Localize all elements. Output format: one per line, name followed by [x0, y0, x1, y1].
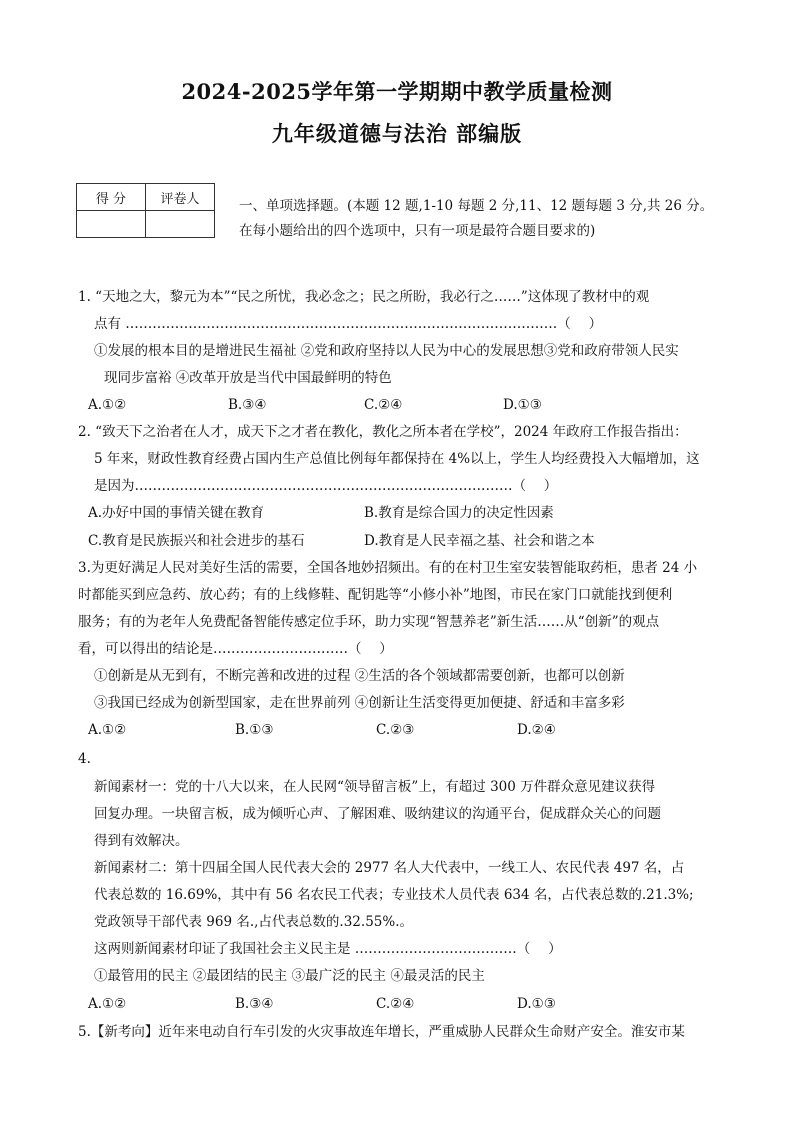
- q1-option-a[interactable]: A.①②: [88, 397, 127, 413]
- q3-option-d[interactable]: D.②④: [517, 722, 556, 738]
- q1-choices-line2: 现同步富裕 ④改革开放是当代中国最鲜明的特色: [104, 370, 392, 386]
- q3-stem-line4: 看，可以得出的结论是…………………………（ ）: [78, 641, 393, 657]
- score-label: 得 分: [77, 184, 146, 211]
- q4-material2-line1: 新闻素材二：第十四届全国人民代表大会的 2977 名人大代表中，一线工人、农民代表 497 名，占: [94, 860, 685, 876]
- q4-material1-line2: 回复办理。一块留言板，成为倾听心声、了解困难、吸纳建议的沟通平台，促成群众关心的问题: [94, 806, 661, 822]
- q4-option-c[interactable]: C.②④: [376, 996, 415, 1012]
- q3-choices-line1: ①创新是从无到有，不断完善和改进的过程 ②生活的各个领域都需要创新，也都可以创新: [94, 668, 625, 684]
- exam-subtitle: 九年级道德与法治 部编版: [271, 121, 523, 146]
- q3-stem-line3: 服务；有的为老年人免费配备智能传感定位手环，助力实现“智慧养老”新生活……从“创新”的观点: [78, 614, 660, 630]
- q3-choices-line2: ③我国已经成为创新型国家，走在世界前列 ④创新让生活变得更加便捷、舒适和丰富多彩: [94, 695, 625, 711]
- q4-stem: 这两则新闻素材印证了我国社会主义民主是 ………………………………（ ）: [94, 941, 562, 957]
- q4-material2-line3: 党政领导干部代表 969 名.,占代表总数的.32.55%.。: [94, 914, 413, 930]
- q4-material1-line1: 新闻素材一：党的十八大以来，在人民网“领导留言板”上，有超过 300 万件群众意见建议获得: [94, 779, 656, 795]
- grader-cell[interactable]: [146, 211, 215, 238]
- q4-material2-line2: 代表总数的 16.69%，其中有 56 名农民工代表；专业技术人员代表 634 名，占代表总数的.21.3%;: [94, 887, 694, 903]
- section-heading: 一、单项选择题。(本题 12 题,1-10 每题 2 分,11、12 题每题 3 分,共 26 分。: [239, 198, 714, 214]
- section-instructions: 在每小题给出的四个选项中，只有一项是最符合题目要求的): [239, 223, 596, 239]
- q2-option-a[interactable]: A.办好中国的事情关键在教育: [88, 505, 265, 521]
- q1-stem-line2: 点有 ……………………………………………………………………………………（ ）: [94, 316, 603, 332]
- q4-option-a[interactable]: A.①②: [88, 996, 127, 1012]
- exam-title: 2024-2025学年第一学期期中教学质量检测: [181, 79, 613, 104]
- q4-material1-line3: 得到有效解决。: [94, 833, 189, 849]
- q4-choices: ①最管用的民主 ②最团结的民主 ③最广泛的民主 ④最灵活的民主: [94, 968, 485, 984]
- q2-option-c[interactable]: C.教育是民族振兴和社会进步的基石: [88, 533, 305, 549]
- q2-stem-line3: 是因为…………………………………………………………………………（ ）: [94, 478, 558, 494]
- q3-stem-line1: 3.为更好满足人民对美好生活的需要，全国各地妙招频出。有的在村卫生室安装智能取药柜，患者 24 小: [78, 560, 698, 576]
- q4-number: 4.: [78, 751, 91, 767]
- q3-option-c[interactable]: C.②③: [376, 722, 415, 738]
- q1-option-d[interactable]: D.①③: [503, 397, 542, 413]
- q4-option-d[interactable]: D.①③: [517, 996, 556, 1012]
- q4-option-b[interactable]: B.③④: [235, 996, 274, 1012]
- q3-option-a[interactable]: A.①②: [88, 722, 127, 738]
- q2-stem-line2: 5 年来，财政性教育经费占国内生产总值比例每年都保持在 4%以上，学生人均经费投入大幅增加，这: [94, 451, 700, 467]
- grader-label: 评卷人: [146, 184, 215, 211]
- q5-stem-line1: 5.【新考向】近年来电动自行车引发的火灾事故连年增长，严重威胁人民群众生命财产安全。淮安市某: [78, 1024, 685, 1040]
- score-cell[interactable]: [77, 211, 146, 238]
- q2-option-d[interactable]: D.教育是人民幸福之基、社会和谐之本: [364, 533, 595, 549]
- q3-stem-line2: 时都能买到应急药、放心药；有的上线修鞋、配钥匙等“小修小补”地图，市民在家门口就能找到便利: [78, 587, 673, 603]
- q2-option-b[interactable]: B.教育是综合国力的决定性因素: [364, 505, 554, 521]
- q2-stem-line1: 2. “致天下之治者在人才，成天下之才者在教化，教化之所本者在学校”，2024 年政府工作报告指出：: [78, 424, 688, 440]
- q1-stem-line1: 1. “天地之大，黎元为本”“民之所忧，我必念之；民之所盼，我必行之……”这体现了教材中的观: [78, 289, 650, 305]
- q1-choices-line1: ①发展的根本目的是增进民生福祉 ②党和政府坚持以人民为中心的发展思想③党和政府带领人民实: [94, 343, 679, 359]
- q1-option-c[interactable]: C.②④: [364, 397, 403, 413]
- score-table: [76, 183, 215, 238]
- q1-option-b[interactable]: B.③④: [228, 397, 267, 413]
- q3-option-b[interactable]: B.①③: [235, 722, 274, 738]
